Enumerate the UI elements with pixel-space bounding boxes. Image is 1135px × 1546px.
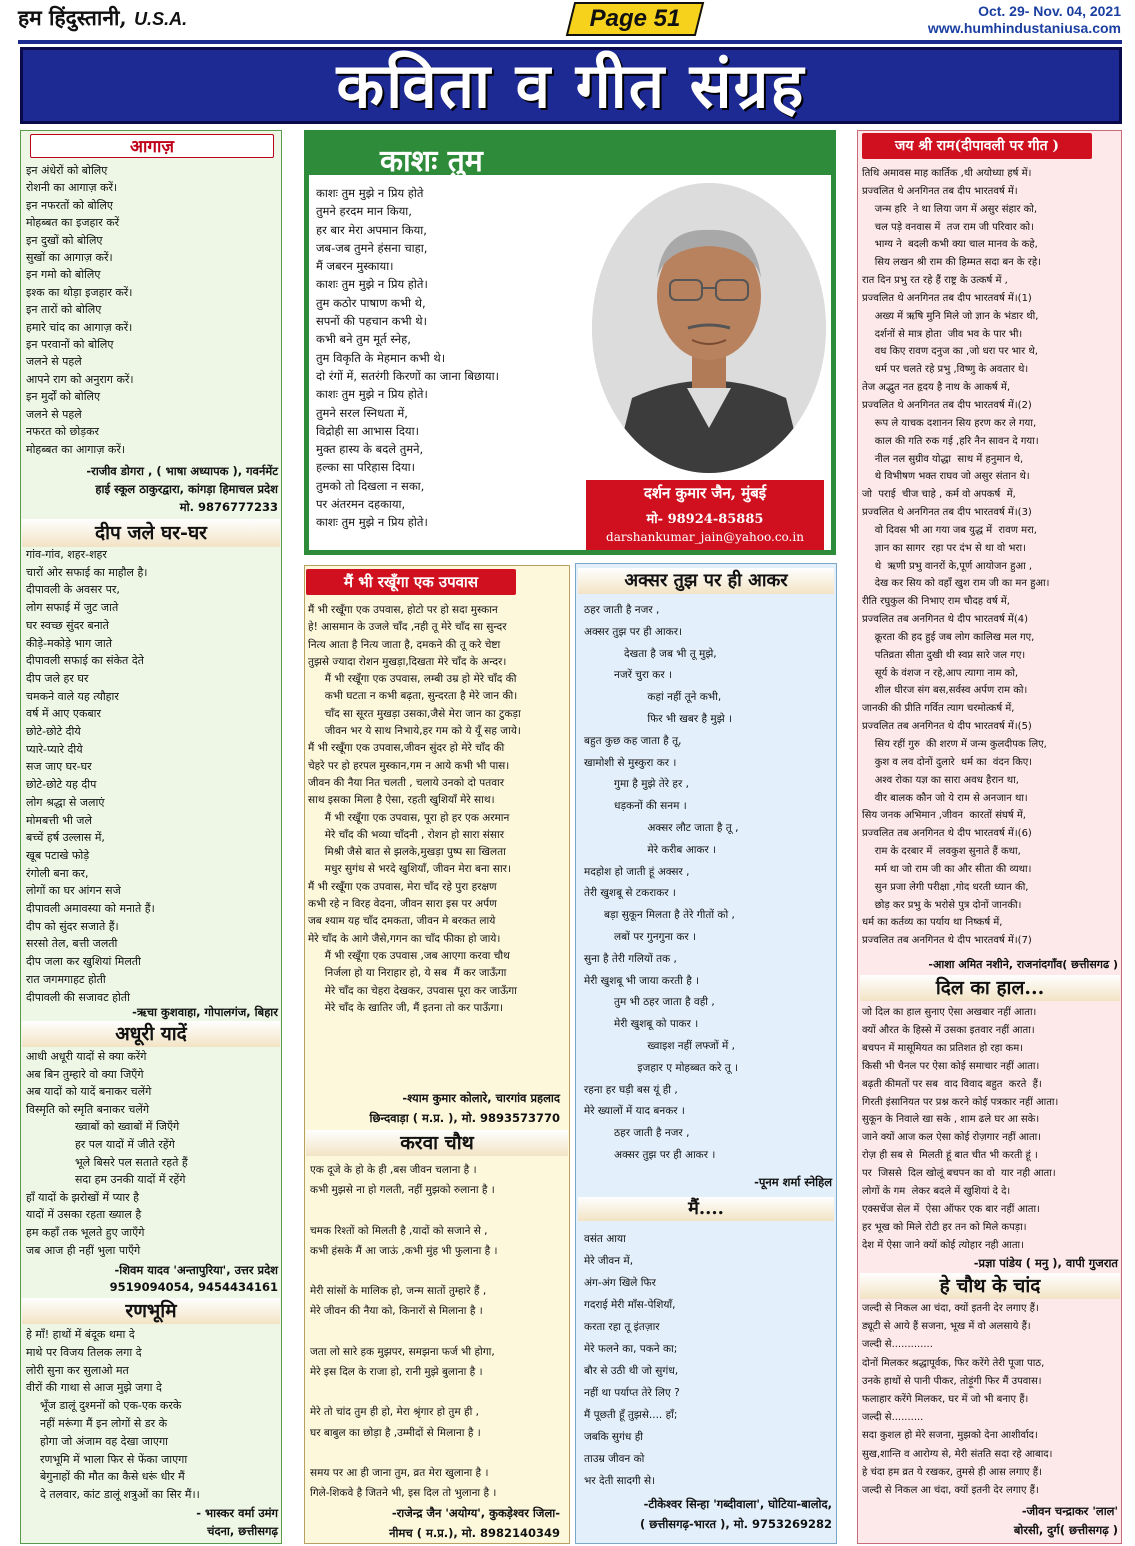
poem-byline-adhuri-yaadein: -शिवम यादव 'अन्तापुरिया', उत्तर प्रदेश 9519094054, 9454434161 (109, 1263, 278, 1294)
poem-byline-aksar: -पूनम शर्मा स्नेहिल (754, 1175, 832, 1189)
poem-byline-jai-shri-ram: -आशा अमित नशीने, राजनांदगाँव( छत्तीसगढ ) (928, 958, 1118, 971)
poem-byline-dil-ka-haal: -प्रज्ञा पांडेय ( मनु ), वापी गुजरात (973, 1256, 1118, 1270)
issue-date: Oct. 29- Nov. 04, 2021 (978, 3, 1121, 19)
feature-author-mobile: मो- 98924-85885 (646, 512, 764, 527)
poem-body-chauth-ke-chaand: जल्दी से निकल आ चंदा, क्यों इतनी देर लगाए हैं। ड्यूटी से आये हैं सजना, भूख में वो अलसाये हैं। जल्दी से............. दोनों मिलकर श्रद्धापूर्वक, फिर करेंगे तेरी पूजा पाठ, उनके हाथों से पानी पीकर, तोड़ूंगी फिर मैं उपवास। फलाहार करेंगे मिलकर, घर में जो भी बनाए हैं। जल्दी से.......... सदा कुशल हो मेरे सजना, मुझको देना आशीर्वाद। सुख,शान्ति व आरोग्य से, मेरी संतति सदा रहे आबाद। हे चंदा हम व्रत ये रखकर, तुमसे ही आस लगाए हैं। जल्दी से निकल आ चंदा, क्यों इतनी देर लगाए हैं। (862, 1303, 1053, 1497)
page-number-badge (566, 2, 704, 36)
feature-title: काशः तुम (380, 144, 483, 179)
paper-region: U.S.A. (134, 9, 188, 29)
poem-title-adhuri-yaadein: अधूरी यादें (22, 1021, 280, 1047)
poem-title-main: मैं.... (578, 1197, 834, 1221)
feature-poem-body: काशः तुम मुझे न प्रिय होते तुमने हरदम मान किया, हर बार मेरा अपमान किया, जब-जब तुमने हंसना चाहा, मैं जबरन मुस्काया। काशः तुम मुझे न प्रिय होते। तुम कठोर पाषाण कभी थे, सपनों की पहचान कभी थे। कभी बने तुम मूर्त स्नेह, तुम विकृति के मेहमान कभी थे। दो रंगों में, सतरंगी किरणों का जाना बिछाया। काशः तुम मुझे न प्रिय होते। तुमने सरल स्निधता में, विद्रोही सा आभास दिया। मुक्त हास्य के बदले तुमने, हल्का सा परिहास दिया। तुमको तो दिखला न सका, पर अंतरमन दहकाया, काशः तुम मुझे न प्रिय होते। (316, 186, 499, 530)
poem-byline-karwa-chauth: -राजेन्द्र जैन 'अयोग्य', कुकड़ेश्वर जिला- नीमच ( म.प्र.), मो. 8982140349 (389, 1506, 560, 1540)
issue-info (928, 3, 1121, 37)
poem-body-deep-jale: गांव-गांव, शहर-शहर चारों ओर सफाई का माहौल है। दीपावली के अवसर पर, लोग सफाई में जुट जाते घर स्वच्छ सुंदर बनाते कीड़े-मकोड़े भाग जाते दीपावली सफाई का संकेत देते दीप जले हर घर चमकने वाले यह त्यौहार वर्ष में आए एकबार छोटे-छोटे दीये प्यारे-प्यारे दीये सज जाए घर-घर छोटे-छोटे यह दीप लोग श्रद्धा से जलाएं मोमबत्ती भी जले बच्चें हर्ष उल्लास में, खूब पटाखे फोड़े रंगोली बना कर, लोगों का घर आंगन सजे दीपावली अमावस्या को मनाते हैं। दीप को सुंदर सजाते हैं। सरसो तेल, बत्ती जलती दीप जला कर खुशियां मिलती रात जगमगाहट होती दीपावली की सजावट होती (26, 548, 155, 1004)
poem-body-adhuri-yaadein: आधी अधूरी यादों से क्या करेंगे अब बिन तुम्हारे वो क्या जिएँगे अब यादों को यादें बनाकर चलेंगे विस्मृति को स्मृति बनाकर चलेंगे ख्वाबों को ख्वाबों में जिएँगे हर पल यादों में जीते रहेंगे भूले बिसरे पल सताते रहते हैं सदा हम उनकी यादों में रहेंगे हाँ यादों के झरोखों में प्यार है यादों में उसका रहता ख्याल है हम कहाँ तक भूलते हुए जाएँगे जब आज ही नहीं भुला पाएँगे (26, 1050, 188, 1257)
feature-author-name: दर्शन कुमार जैन, मुंबई (643, 484, 767, 502)
poem-body-upvaas: मैं भी रखूँगा एक उपवास, होटो पर हो सदा मुस्कान हे! आसमान के उजले चाँद ,नही तू मेरे चाँद सा सुन्दर नित्य आता है नित्य जाता है, दमकने की तू करे चेष्टा तुझसे ज्यादा रोशन मुखड़ा,दिखता मेरे चाँद के अन्दर। मैं भी रखूँगा एक उपवास, लम्बी उम्र हो मेरे चाँद की कभी घटता न कभी बढ़ता, सुन्दरता है मेरे जान की। चाँद सा सूरत मुखड़ा उसका,जैसे मेरा जान का टुकड़ा जीवन भर ये साथ निभाये,हर गम को ये यूँ सह जाये। मैं भी रखूँगा एक उपवास,जीवन सुंदर हो मेरे चाँद की चेहरे पर हो हरपल मुस्कान,गम न आये कभी भी पास। जीवन की नैया नित चलती , चलाये उनको दो पतवार साथ इसका मिला है ऐसा, रहती खुशियाँ मेरे साथ। मैं भी रखूँगा एक उपवास, पूरा हो हर एक अरमान मेरे चाँद की भव्या चाँदनी , रोशन हो सारा संसार मिश्री जैसे बात से झलके,मुखड़ा पुष्प सा खिलता मधुर सुगंध से भरदे खुशियाँ, जीवन मेरा बना सार। मैं भी रखूँगा एक उपवास, मेरा चाँद रहे पुरा हरक्षण कभी रहे न विरह वेदना, जीवन सारा इस पर अर्पण जब श्याम यह चाँद दमकता, जीवन मे बरकत लाये मेरे चाँद के आगे जैसे,गगन का चाँद फीका हो जाये। मैं भी रखूँगा एक उपवास ,जब आएगा करवा चौथ निर्जला हो या निराहार हो, ये सब मैं कर जाऊँगा मेरे चाँद का चेहरा देखकर, उपवास पूरा कर जाऊँगा मेरे चाँद के खातिर जी, मैं इतना तो कर पाऊँगा। (308, 604, 521, 1014)
page-number: Page 51 (589, 5, 681, 32)
poem-byline-deep-jale: -ऋचा कुशवाहा, गोपालगंज, बिहार (132, 1005, 278, 1019)
poem-title-deep-jale: दीप जले घर-घर (22, 519, 280, 547)
poem-title-aagaz: आगाज़ (30, 134, 274, 158)
poem-title-chauth-ke-chaand: हे चौथ के चांद (860, 1273, 1120, 1299)
section-banner (20, 47, 1122, 124)
poem-title-ranbhoomi: रणभूमि (22, 1298, 280, 1324)
poem-title-upvaas: मैं भी रखूँगा एक उपवास (306, 569, 516, 595)
poem-body-jai-shri-ram: तिथि अमावस माह कार्तिक ,थी अयोध्या हर्ष में। प्रज्वलित थे अनगिनत तब दीप भारतवर्ष में। जन्म हरि ने था लिया जग में असुर संहार को, चल पड़े वनवास में तज राम जी परिवार को। भाग्य ने बदली कभी क्या चाल मानव के कहे, सिय लखन श्री राम की हिम्मत सदा बन के रहे। रात दिन प्रभु रत रहे हैं राष्ट्र के उत्कर्ष में , प्रज्वलित थे अनगिनत तब दीप भारतवर्ष में।(1) अख्य में ऋषि मुनि मिले जो ज्ञान के भंडार थी, दर्शनों से मात्र होता जीव भव के पार भी। वध किए रावण दनुज का ,जो धरा पर भार थे, धर्म पर चलते रहे प्रभु ,विष्णु के अवतार थे। तेज अद्भुत नत हृदय है नाथ के आकर्ष में, प्रज्वलित थे अनगिनत तब दीप भारतवर्ष में।(2) रूप ले याचक दशानन सिय हरण कर ले गया, काल की गति रुक गई ,हरि नैन सावन दे गया। नील नल सुग्रीव योद्धा साथ में हनुमान थे, थे विभीषण भक्त राघव जो असुर संतान थे। जो पराई चीज चाहे , कर्म वो अपकर्ष में, प्रज्वलित थे अनगिनत तब दीप भारतवर्ष में।(3) वो दिवस भी आ गया जब युद्ध में रावण मरा, ज्ञान का सागर रहा पर दंभ से था वो भरा। थे ऋणी प्रभु वानरों के,पूर्ण आयोजन हुआ , देख कर सिय को वहाँ खुश राम जी का मन हुआ। रीति रघुकुल की निभाए राम चौदह वर्ष में, प्रज्वलित तब अनगिनत थे दीप भारतवर्ष में(4) क्रूरता की हद हुई जब लोग कालिख मल गए, पतिव्रता सीता दुखी थी स्वप्न सारे जल गए। सूर्य के वंशज न रहे,आप त्यागा नाम को, शील धीरज संग बस,सर्वस्व अर्पण राम को। जानकी की प्रीति गर्वित त्याग चरमोत्कर्ष में, प्रज्वलित तब अनगिनत थे दीप भारतवर्ष में।(5) सिय रहीं गुरु की शरण में जन्म कुलदीपक लिए, कुश व लव दोनों दुलारे धर्म का वंदन किए। अश्व रोका यज्ञ का सारा अवध हैरान था, वीर बालक कौन जो ये राम से अनजान था। सिय जनक अभिमान ,जीवन कारतों संघर्ष में, प्रज्वलित तब अनगिनत थे दीप भारतवर्ष में।(6) राम के दरबार में लवकुश सुनाते हैं कथा, मर्म था जो राम जी का और सीता की व्यथा। सुन प्रजा लेगी परीक्षा ,गोद धरती ध्यान की, छोड़ कर प्रभु के भरोसे पुत्र दोनों जानकी। धर्म का कर्तव्य का पर्याय था निष्कर्ष में, प्रज्वलित तब अनगिनत थे दीप भारतवर्ष में।(7) (862, 168, 1050, 947)
poem-body-aksar: ठहर जाती है नजर , अक्सर तुझ पर ही आकर। देखता है जब भी तू मुझे, नजरें चुरा कर । कहां नहीं तूने कभी, फिर भी खबर है मुझे । बहुत कुछ कह जाता है तू, खामोशी से मुस्कुरा कर । गुमा है मुझे तेरे हर , धड़कनों की सनम । अक्सर लौट जाता है तू , मेरे करीब आकर । मदहोश हो जाती हूं अक्सर , तेरी खुशबू से टकराकर । बड़ा सुकून मिलता है तेरे गीतों को , लबों पर गुनगुना कर । सुना है तेरी गलियों तक , मेरी खुशबू भी जाया करती है । तुम भी ठहर जाता है वही , मेरी खुशबू को पाकर । ख्वाइश नहीं लफ्जों में , इजहार ए मोहब्बत करे तू । रहना हर घड़ी बस यूं ही , मेरे ख्यालों में याद बनकर । ठहर जाती है नजर , अक्सर तुझ पर ही आकर । (584, 604, 739, 1161)
poem-byline-ranbhoomi: - भास्कर वर्मा उमंग चंदना, छत्तीसगढ़ (196, 1506, 278, 1538)
banner-title: कविता व गीत संग्रह (336, 48, 806, 122)
poem-byline-chauth-ke-chaand: -जीवन चन्द्राकर 'लाल' बोरसी, दुर्ग( छत्तीसगढ़ ) (1013, 1504, 1118, 1537)
poem-byline-upvaas: -श्याम कुमार कोलारे, चारगांव प्रहलाद छिन्दवाड़ा ( म.प्र. ), मो. 9893573770 (369, 1091, 560, 1125)
poem-title-dil-ka-haal: दिल का हाल... (860, 975, 1120, 1001)
paper-name-hindi: हम हिंदुस्तानी, (18, 5, 127, 30)
poem-byline-main: -टीकेश्वर सिन्हा 'गब्दीवाला', घोटिया-बालोद, ( छत्तीसगढ़-भारत ), मो. 9753269282 (640, 1497, 832, 1531)
feature-author-email[interactable]: darshankumar_jain@yahoo.co.in (606, 530, 804, 544)
poem-body-karwa-chauth: एक दूजे के हो के ही ,बस जीवन चलाना है । कभी मुझसे ना हो गलती, नहीं मुझको रुलाना है । चमक रिश्तों को मिलती है ,यादों को सजाने से , कभी हंसके मैं आ जाऊं ,कभी मुंह भी फुलाना है । मेरी सांसों के मालिक हो, जन्म सातों तुम्हारे हैं , मेरे जीवन की नैया को, किनारों से मिलाना है । जता लो सारे हक मुझपर, समझना फर्ज भी होगा, मेरे इस दिल के राजा हो, रानी मुझे बुलाना है । मेरे तो चांद तुम ही हो, मेरा श्रृंगार हो तुम ही , घर बाबुल का छोड़ा है ,उम्मीदों से मिलाना है । समय पर आ ही जाना तुम, व्रत मेरा खुलाना है । गिले-शिकवे है जितने भी, इस दिल तो भुलाना है । (310, 1164, 498, 1500)
poem-byline-aagaz: -राजीव डोगरा , ( भाषा अध्यापक ), गवर्नमेंट हाई स्कूल ठाकुरद्वारा, कांगड़ा हिमाचल प्रदेश मो. 9876777233 (86, 464, 278, 514)
poem-body-dil-ka-haal: जो दिल का हाल सुनाए ऐसा अखबार नहीं आता। क्यों औरत के हिस्से में उसका इतवार नहीं आता। बचपन में मासूमियत का प्रतिशत हो रहा कम। किसी भी चैनल पर ऐसा कोई समाचार नहीं आता। बढ़ती कीमतों पर सब वाद विवाद बहुत करते हैं। गिरती इंसानियत पर प्रश्न करने कोई पत्रकार नहीं आता। सुकून के निवाले खा सके , शाम ढले घर आ सके। जाने क्यों आज कल ऐसा कोई रोज़गार नहीं आता। रोज़ ही सब से मिलती हूं बात चीत भी करती हूं । पर जिससे दिल खोलूं बचपन का वो यार नही आता। लोगों के गम लेकर बदले में खुशियां दे दे। एक्सचेंज सेल में ऐसा ऑफर एक बार नहीं आता। हर भूख को मिले रोटी हर तन को मिले कपड़ा। देश में ऐसा जाने क्यों कोई त्योहार नही आता। (862, 1007, 1059, 1251)
header-divider (18, 40, 1122, 44)
poem-body-aagaz: इन अंधेरों को बोलिए रोशनी का आगाज़ करें। इन नफरतों को बोलिए मोहब्बत का इजहार करें इन दुखों को बोलिए सुखों का आगाज़ करें। इन गमो को बोलिए इश्क का थोड़ा इजहार करें। इन तारों को बोलिए हमारे चांद का आगाज़ करें। इन परवानों को बोलिए जलने से पहले आपने राग को अनुराग करें। इन मुर्दों को बोलिए जलने से पहले नफरत को छोड़कर मोहब्बत का आगाज़ करें। (26, 164, 134, 456)
poem-title-aksar: अक्सर तुझ पर ही आकर (578, 568, 834, 594)
poem-body-main: वसंत आया मेरे जीवन में, अंग-अंग खिले फिर गदराई मेरी माँस-पेशियाँ, करता रहा तू इंतज़ार मेरे फलने का, पकने का; बौर से उठी थी जो सुगंध, नहीं था पर्याप्त तेरे लिए ? मैं पूछती हूँ तुझसे.... हाँ; जबकि सुगंध ही ताउम्र जीवन को भर देती सादगी से। (584, 1233, 680, 1487)
poem-title-karwa-chauth: करवा चौथ (306, 1130, 568, 1156)
poem-body-ranbhoomi: हे माँ! हाथों में बंदूक थमा दे माथे पर विजय तिलक लगा दे लोरी सुना कर सुलाओ मत वीरों की गाथा से आज मुझे जगा दे भूँज डालूं दुश्मनों को एक-एक करके नहीं मरूंगा मैं इन लोगों से डर के होगा जो अंजाम वह देखा जाएगा रणभूमि में भाला फिर से फेंका जाएगा बेगुनाहों की मौत का कैसे धरूं धीर मैं दे तलवार, कांट डालूं शत्रुओं का सिर मैं।। (26, 1328, 200, 1502)
website-link[interactable]: www.humhindustaniusa.com (927, 20, 1121, 36)
newspaper-name (18, 4, 187, 32)
author-photo (592, 178, 826, 478)
poem-title-jai-shri-ram: जय श्री राम(दीपावली पर गीत ) (862, 133, 1092, 159)
